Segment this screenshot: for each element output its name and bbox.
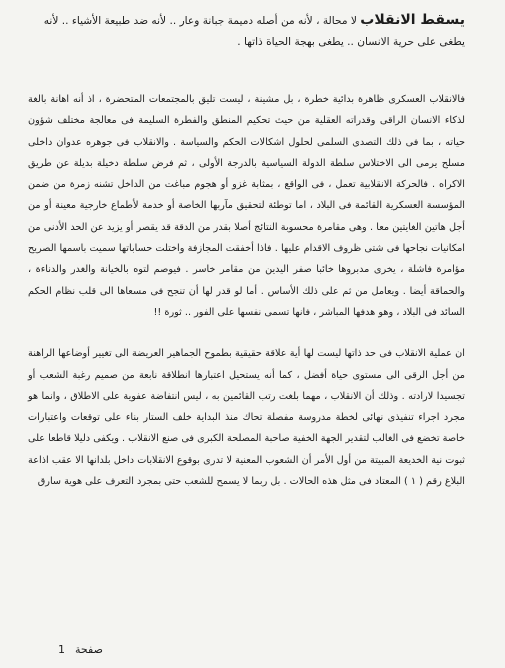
body-paragraph-2: ان عملية الانقلاب فى حد ذاتها ليست لها أية علاقة حقيقية بطموح الجماهير العريضة الى تغيير أوضاعها الراهنة من أجل الرقى الى مستوى حياة أفضل ، كما أنه يستحيل اعتبارها انطلاقة نابعة من صميم رغبة الشعب أو تجسيدا لارادته . وذلك أن الانقلاب ، مهما بلغت رتب القائمين به ، ليس انتفاضة عفوية على الاطلاق ، وانما هو مجرد اجراء تنفيذى نهائى لخطة مدروسة مفصلة تحاك منذ البداية خلف الستار بناء على توقعات واعتبارات خاصة تخضع فى الغالب لتقدير الجهة الخفية صاحبة المصلحة الكبرى فى صنع الانقلاب . ويكفى دليلا قاطعا على ثبوت نية الخديعة المبيتة من أول الأمر أن الشعوب المعنية لا تدرى بوقوع الانقلابات داخل بلدانها الا عقب اذاعة البلاغ رقم ( ١ ) المعتاد فى مثل هذه الحالات . بل ربما لا يسمح للشعب حتى بمجرد التعرف على هوية سارق bbox=[28, 348, 465, 488]
page-label: صفحة bbox=[75, 643, 103, 656]
intro-paragraph bbox=[28, 10, 465, 53]
page-number: 1 bbox=[58, 643, 65, 656]
page-footer bbox=[58, 643, 103, 656]
intro-text: لا محالة ، لأنه من أصله دميمة جبانة وعار .. لأنه ضد طبيعة الأشياء .. لأنه يطغى على حرية الانسان .. يطغى بهجة الحياة ذاتها . bbox=[43, 15, 465, 48]
body-paragraph-1: فالانقلاب العسكرى ظاهرة بدائية خطرة ، بل مشينة ، ليست تليق بالمجتمعات المتحضرة ، اذ أنه اهانة بالغة لذكاء الانسان الراقى وقدراته العقلية من حيث تحكيم المنطق والفطرة السليمة فى معالجة مختلف شؤون حياته ، بما فى ذلك التصدى السلمى لحلول اشكالات الحكم والسياسة . والانقلاب فى جوهره عدوان داخلى مسلح يرمى الى الاختلاس سلطة الدولة السياسية بالدرجة الأولى ، ثم فرض سلطة دخيلة بديلة عن طريق الاكراه . فالحركة الانقلابية تعمل ، فى الواقع ، بمثابة غزو أو هجوم مباغت من الداخل تشنه زمرة من ضمن المؤسسة العسكرية القائمة فى البلاد ، اما توطئة لتحقيق مآربها الخاصة أو خدمة لأطماع خارجية معينة أو من أجل هاتين الغايتين معا . وهى مقامرة محسوبة النتائج أصلا بقدر من الدقة قد يقصر أو يزيد عن الحد الأدنى من امكانيات نجاحها فى شتى ظروف الاقدام عليها . فاذا أخفقت المجازفة واختلت حساباتها سميت باسمها الصريح مؤامرة فاشلة ، يخرى مدبروها خائبا صفر اليدين من مقامر خاسر . فيوصم لتوه بالخيانة والغدر والدناءة ، والحماقة أيضا . ويعامل من ثم على ذلك الأساس . أما لو قدر لها أن تنجح فى مسعاها الى قلب نظام الحكم السائد فى البلاد ، وهو هدفها المباشر ، فانها تسمى نفسها على الفور .. ثورة !! bbox=[28, 94, 465, 318]
headline-phrase: يسقط الانقلاب bbox=[360, 12, 465, 28]
